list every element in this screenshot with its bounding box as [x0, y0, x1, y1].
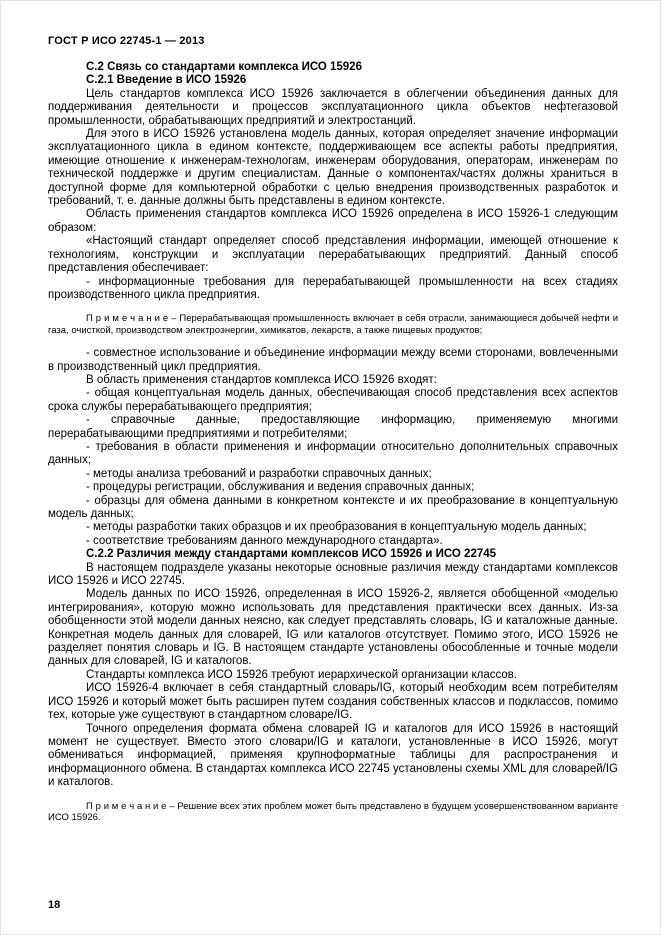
running-header: ГОСТ Р ИСО 22745-1 — 2013 [48, 35, 205, 47]
paragraph: Для этого в ИСО 15926 установлена модель данных, которая определяет значение информации эксплуатационного цикла в едином контексте, поддерживающем все аспекты работы предприятия, имеющие отношение к инженерам-технологам, инженерам оборудования, операторам, инженерам по технической поддержке и другим специалистам. Данные о компонентах/частях должны храниться в доступной форме для компьютерной обработки с целью внедрения производственных разработок и требований, т. е. данные должны быть представлены в едином контексте. [48, 128, 618, 208]
note-paragraph: П р и м е ч а н и е – Решение всех этих проблем может быть представлено в будущем усовершенствованном варианте ИСО 15926. [48, 800, 618, 823]
paragraph: - информационные требования для перерабатывающей промышленности на всех стадиях производственного цикла предприятия. [48, 275, 618, 301]
note-paragraph: П р и м е ч а н и е – Перерабатывающая промышленность включает в себя отрасли, занимающиеся добычей нефти и газа, очисткой, производством электроэнергии, химикатов, лекарств, а также пищевых продуктов; [48, 313, 618, 336]
section-heading: С.2.1 Введение в ИСО 15926 [86, 74, 247, 87]
document-body [48, 61, 618, 834]
paragraph: - совместное использование и объединение информации между всеми сторонами, вовлеченными в производственный цикл предприятия. [48, 347, 618, 373]
paragraph: - справочные данные, предоставляющие информацию, применяемую многими перерабатывающими предприятиями и потребителями; [48, 414, 618, 440]
paragraph: - образцы для обмена данными в конкретном контексте и их преобразование в концептуальную модель данных; [48, 494, 618, 520]
paragraph: - общая концептуальная модель данных, обеспечивающая способ представления всех аспектов срока службы перерабатывающего предприятия; [48, 387, 618, 413]
paragraph: - процедуры регистрации, обслуживания и ведения справочных данных; [86, 481, 475, 494]
paragraph: В область применения стандартов комплекса ИСО 15926 входят: [86, 373, 437, 386]
paragraph: - соответствие требованиям данного международного стандарта». [86, 534, 443, 547]
paragraph: - методы анализа требований и разработки справочных данных; [86, 467, 432, 480]
paragraph: «Настоящий стандарт определяет способ представления информации, имеющей отношение к технологиям, конструкции и эксплуатации перерабатывающих предприятий. Данный способ представления обеспечивает: [48, 235, 618, 275]
paragraph: Стандарты комплекса ИСО 15926 требуют иерархической организации классов. [86, 668, 518, 681]
paragraph: - требования в области применения и информации относительно дополнительных справочных данных; [48, 440, 618, 467]
paragraph: Модель данных по ИСО 15926, определенная в ИСО 15926-2, является обобщенной «моделью интегрирования», которую можно использовать для представления практически всех данных. Из-за обобщенности этой модели данных неясно, как следует представлять словарь, IG и каталожные данные. Конкретная модель данных для словарей, IG или каталогов отсутствует. Помимо этого, ИСО 15926 не разделяет понятия словарь и IG. В настоящем стандарте установлены обособленные и точные модели данных для словарей, IG и каталогов. [48, 588, 618, 668]
paragraph: Цель стандартов комплекса ИСО 15926 заключается в облегчении объединения данных для поддерживания деятельности и процессов эксплуатационного цикла объектов нефтегазовой промышленности, обрабатывающих предприятий и электростанций. [48, 87, 618, 127]
paragraph: Область применения стандартов комплекса ИСО 15926 определена в ИСО 15926-1 следующим образом: [48, 208, 618, 234]
paragraph: В настоящем подразделе указаны некоторые основные различия между стандартами комплексов ИСО 15926 и ИСО 22745. [48, 561, 618, 588]
section-heading: С.2.2 Различия между стандартами комплексов ИСО 15926 и ИСО 22745 [86, 548, 497, 561]
paragraph: Точного определения формата обмена словарей IG и каталогов для ИСО 15926 в настоящий момент не существует. Вместо этого словари/IG и каталоги, установленные в ИСО 15926, могут обмениваться информацией, применяя крупноформатные таблицы для распространения и информационного обмена. В стандартах комплекса ИСО 22745 установлены схемы XML для словарей/IG и каталогов. [48, 722, 618, 789]
section-heading: С.2 Связь со стандартами комплекса ИСО 15926 [86, 61, 362, 73]
paragraph: - методы разработки таких образцов и их преобразования в концептуальную модель данных; [86, 521, 587, 534]
paragraph: ИСО 15926-4 включает в себя стандартный словарь/IG, который необходим всем потребителям ИСО 15926 и который может быть расширен путем создания собственных классов и подклассов, помимо тех, которые уже существуют в стандартном словаре/IG. [48, 682, 618, 722]
page-number: 18 [48, 899, 61, 911]
